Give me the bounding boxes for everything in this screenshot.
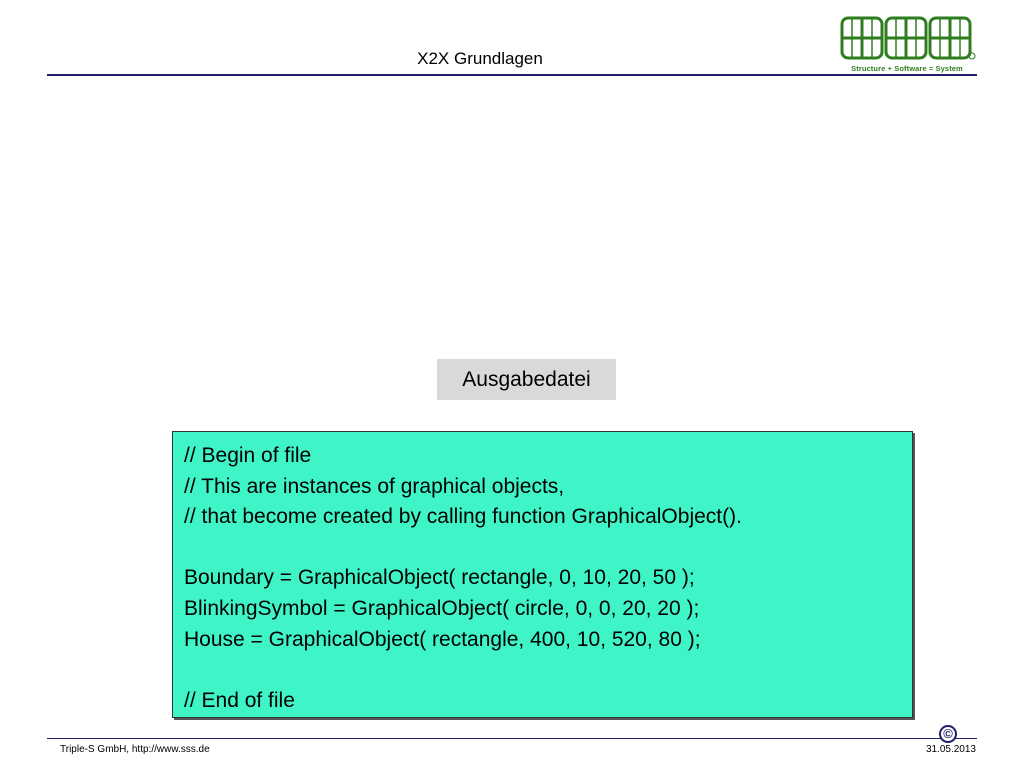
code-line: // Begin of file [184, 444, 312, 467]
code-line: // End of file [184, 688, 295, 712]
code-line: // that become created by calling function GraphicalObject(). [184, 505, 742, 529]
code-line: House = GraphicalObject( rectangle, 400, 10, 520, 80 ); [184, 627, 701, 651]
code-line: BlinkingSymbol = GraphicalObject( circle, 0, 0, 20, 20 ); [184, 596, 700, 620]
header-divider [47, 74, 977, 76]
copyright-icon: © [939, 725, 957, 743]
sss-logo-icon [838, 14, 976, 62]
code-line [184, 533, 912, 564]
page-title: X2X Grundlagen [417, 49, 543, 68]
logo-caption: Structure + Software = System [851, 64, 963, 73]
footer-company: Triple-S GmbH, http://www.sss.de [60, 744, 210, 755]
code-listing [172, 431, 913, 718]
code-line: // This are instances of graphical objects, [184, 474, 565, 498]
footer-date: 31.05.2013 [925, 744, 976, 755]
footer-divider [47, 738, 977, 739]
code-line [184, 655, 912, 686]
section-label: Ausgabedatei [437, 359, 616, 400]
code-line: Boundary = GraphicalObject( rectangle, 0, 10, 20, 50 ); [184, 566, 695, 590]
sss-logo [838, 14, 976, 76]
